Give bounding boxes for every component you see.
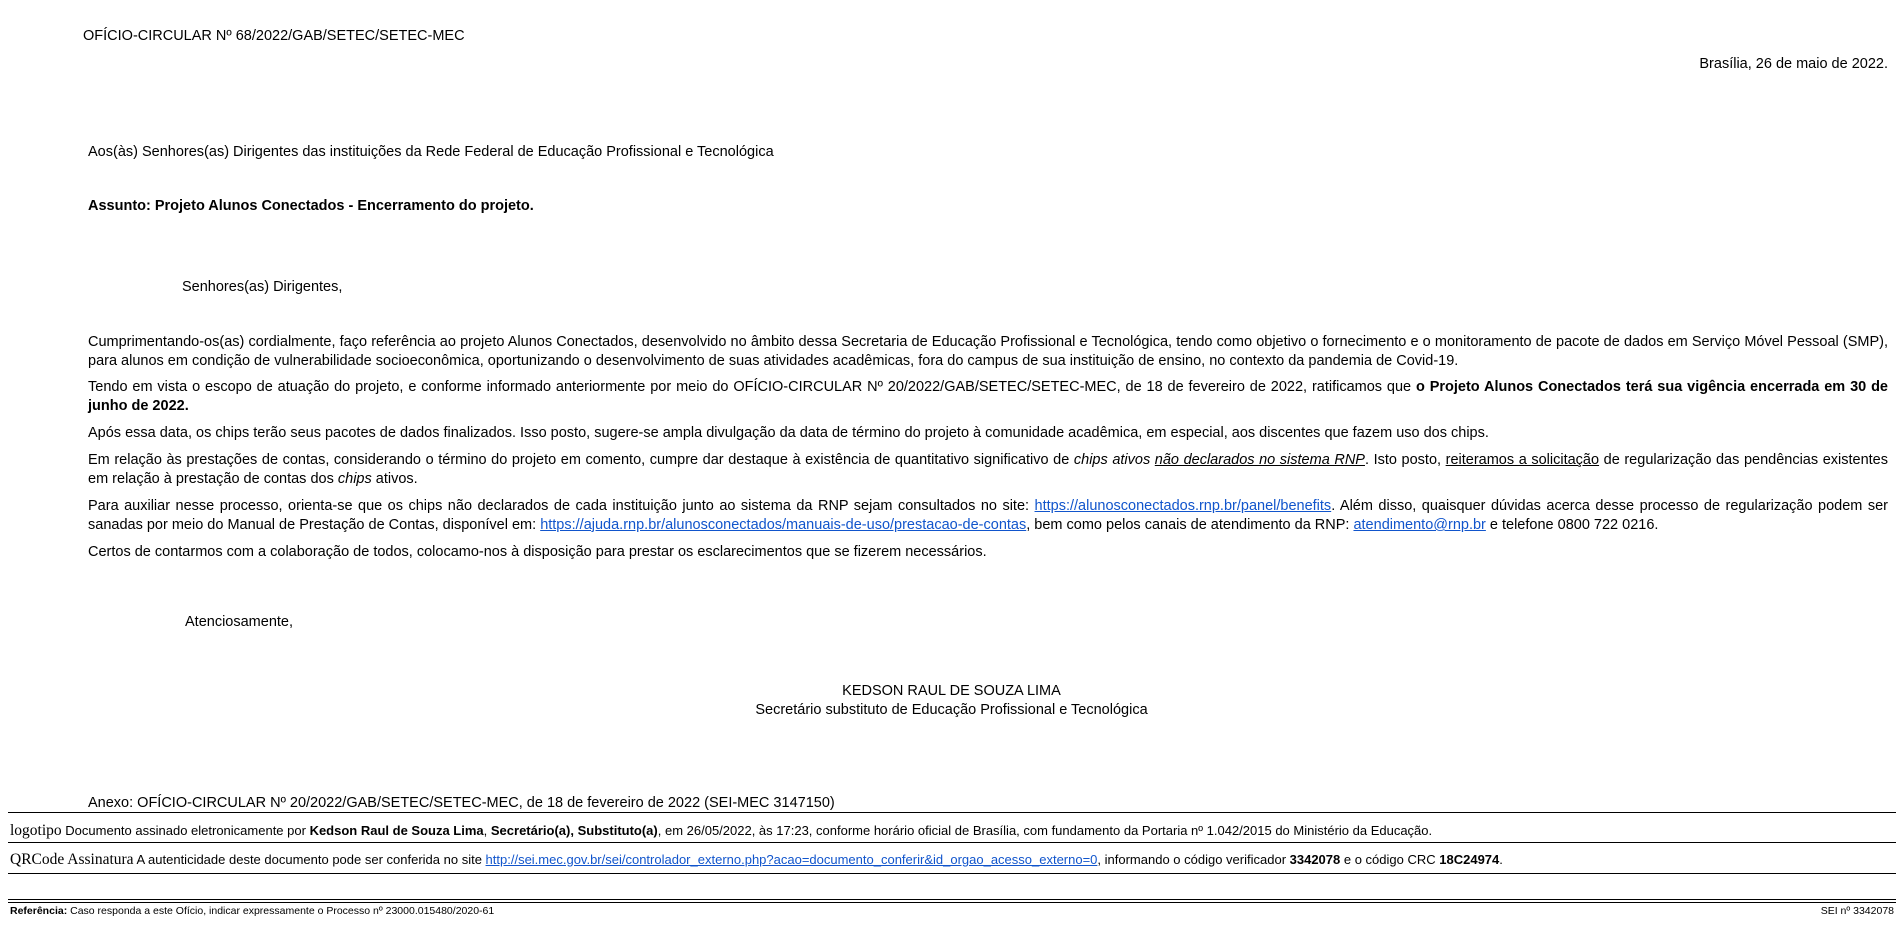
- qrcode-placeholder: QRCode Assinatura: [10, 851, 134, 868]
- p5-d: e telefone 0800 722 0216.: [1485, 517, 1659, 533]
- reference-number: OFÍCIO-CIRCULAR Nº 68/2022/GAB/SETEC/SETEC-MEC: [83, 28, 465, 44]
- paragraph-3: Após essa data, os chips terão seus pacotes de dados finalizados. Isso posto, sugere-se ampla divulgação da data de término do projeto à comunidade acadêmica, em especial, aos discentes que fazem uso dos chips.: [88, 425, 1489, 441]
- sig-text-b: ,: [483, 823, 491, 838]
- p4-b: . Isto posto,: [1364, 452, 1446, 468]
- divider: [8, 873, 1896, 874]
- divider: [8, 842, 1896, 843]
- ver-text-a: A autenticidade deste documento pode ser conferida no site: [136, 852, 486, 867]
- p4-d: ativos.: [371, 471, 418, 487]
- sig-signer: Kedson Raul de Souza Lima: [309, 823, 484, 838]
- ver-text-b: , informando o código verificador: [1097, 852, 1290, 867]
- crc-code: 18C24974: [1439, 852, 1500, 867]
- verifier-code: 3342078: [1289, 852, 1341, 867]
- sei-verification-link[interactable]: http://sei.mec.gov.br/sei/controlador_externo.php?acao=documento_conferir&id_orgao_acesso_externo=0: [485, 852, 1098, 867]
- rnp-email-link[interactable]: atendimento@rnp.br: [1353, 517, 1486, 533]
- paragraph-2: [88, 378, 1888, 416]
- p5-a: Para auxiliar nesse processo, orienta-se que os chips não declarados de cada instituição junto ao sistema da RNP sejam consultados no site:: [88, 498, 1035, 514]
- rnp-panel-link[interactable]: https://alunosconectados.rnp.br/panel/benefits: [1034, 498, 1332, 514]
- paragraph-4: [88, 451, 1888, 489]
- footer-reference: [10, 905, 494, 918]
- sig-text-a: Documento assinado eletronicamente por: [65, 823, 310, 838]
- verification-block: [10, 850, 1503, 869]
- salutation: Senhores(as) Dirigentes,: [182, 279, 343, 295]
- place-date: Brasília, 26 de maio de 2022.: [1699, 56, 1888, 72]
- ver-text-c: e o código CRC: [1340, 852, 1440, 867]
- annex: Anexo: OFÍCIO-CIRCULAR Nº 20/2022/GAB/SETEC/SETEC-MEC, de 18 de fevereiro de 2022 (SEI-MEC 3147150): [88, 795, 835, 811]
- p4-italic: chips ativos: [1073, 452, 1151, 468]
- p4-a: Em relação às prestações de contas, considerando o término do projeto em comento, cumpre dar destaque à existência de quantitativo significativo de: [88, 452, 1074, 468]
- divider: [8, 899, 1896, 900]
- subject: Assunto: Projeto Alunos Conectados - Encerramento do projeto.: [88, 198, 534, 214]
- signer-name: KEDSON RAUL DE SOUZA LIMA: [842, 683, 1061, 699]
- footer-sei-number: SEI nº 3342078: [1820, 905, 1894, 917]
- footer-ref-text: Caso responda a este Ofício, indicar expressamente o Processo nº 23000.015480/2020-61: [67, 905, 495, 917]
- signer-title: Secretário substituto de Educação Profissional e Tecnológica: [755, 702, 1148, 718]
- p5-b: . Além disso, quaisquer dúvidas acerca desse processo de regularização podem ser sanadas por meio do Manual de Prestação de Contas, disponível em:: [88, 498, 1888, 533]
- addressee: Aos(às) Senhores(as) Dirigentes das instituições da Rede Federal de Educação Profissional e Tecnológica: [88, 144, 774, 160]
- footer-ref-label: Referência:: [10, 905, 68, 917]
- paragraph-6: Certos de contarmos com a colaboração de todos, colocamo-nos à disposição para prestar os esclarecimentos que se fizerem necessários.: [88, 544, 987, 560]
- paragraph-2-bold: o Projeto Alunos Conectados terá sua vigência encerrada em 30 de junho de 2022.: [88, 379, 1888, 414]
- rnp-manual-link[interactable]: https://ajuda.rnp.br/alunosconectados/manuais-de-uso/prestacao-de-contas: [540, 517, 1027, 533]
- p5-c: , bem como pelos canais de atendimento da RNP:: [1026, 517, 1354, 533]
- paragraph-2-text: Tendo em vista o escopo de atuação do projeto, e conforme informado anteriormente por meio do OFÍCIO-CIRCULAR Nº 20/2022/GAB/SETEC/SETEC-MEC, de 18 de fevereiro de 2022, ratificamos que: [88, 379, 1416, 395]
- p4-italic-2: chips: [337, 471, 372, 487]
- ver-text-d: .: [1499, 852, 1503, 867]
- closing: Atenciosamente,: [185, 614, 294, 630]
- logo-placeholder: logotipo: [10, 822, 62, 839]
- divider: [8, 812, 1896, 813]
- divider: [8, 902, 1896, 903]
- paragraph-1: Cumprimentando-os(as) cordialmente, faço referência ao projeto Alunos Conectados, desenvolvido no âmbito dessa Secretaria de Educação Profissional e Tecnológica, tendo como objetivo o fornecimento e o monitoramento de pacote de dados em Serviço Móvel Pessoal (SMP), para alunos em condição de vulnerabilidade socioeconômica, oportunizando o desenvolvimento de suas atividades acadêmicas, fora do campus de sua instituição de ensino, no contexto da pandemia de Covid-19.: [88, 334, 1888, 369]
- p4-underline: reiteramos a solicitação: [1445, 452, 1600, 468]
- p4-italic-underline: não declarados no sistema RNP: [1154, 452, 1365, 468]
- paragraph-5: [88, 497, 1888, 535]
- sig-text-c: , em 26/05/2022, às 17:23, conforme horário oficial de Brasília, com fundamento da Portaria nº 1.042/2015 do Ministério da Educação.: [657, 823, 1433, 838]
- p4-c: de regularização das pendências existentes em relação à prestação de contas dos: [88, 452, 1888, 487]
- sig-role: Secretário(a), Substituto(a): [490, 823, 658, 838]
- signature-block: [10, 821, 1432, 840]
